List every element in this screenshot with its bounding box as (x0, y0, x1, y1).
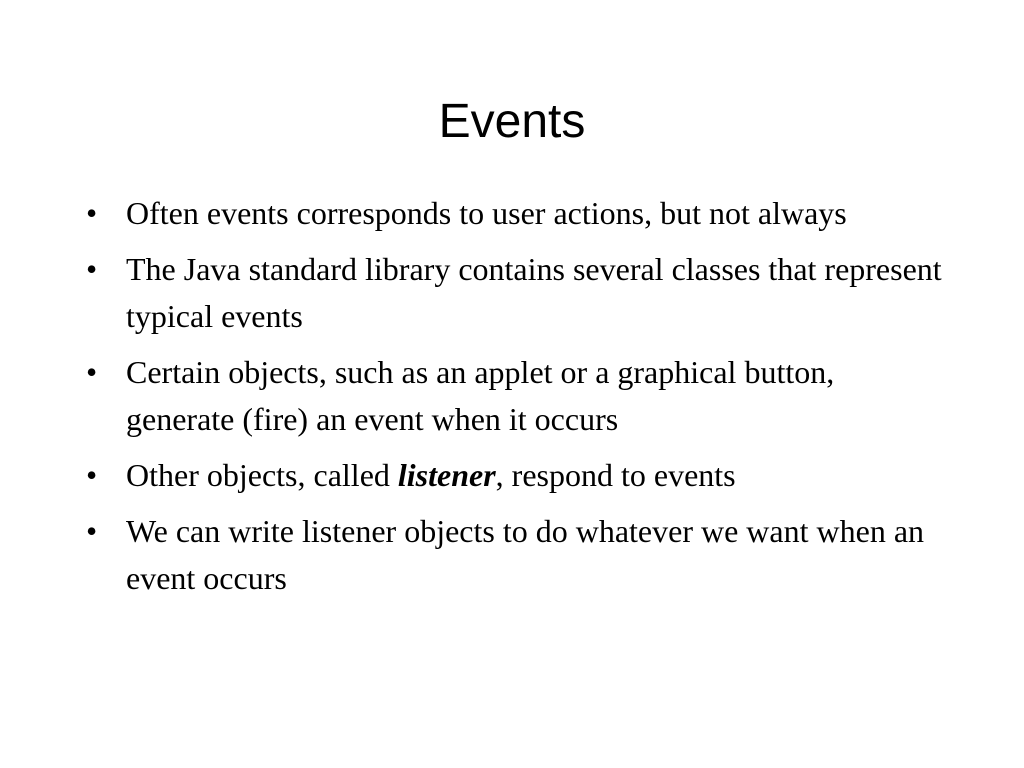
bullet-emphasis: listener (397, 457, 496, 493)
bullet-item (86, 190, 946, 237)
bullet-text: The Java standard library contains several classes that represent typical events (126, 251, 942, 334)
bullet-item (86, 508, 946, 602)
bullet-icon: • (86, 251, 98, 287)
bullet-icon: • (86, 513, 98, 549)
bullet-text: We can write listener objects to do whatever we want when an event occurs (126, 513, 925, 596)
bullet-item (86, 452, 946, 499)
bullet-icon: • (86, 354, 98, 390)
bullet-text: Certain objects, such as an applet or a graphical button, generate (fire) an event when it occurs (126, 354, 835, 437)
bullet-list (86, 190, 946, 611)
bullet-text: Often events corresponds to user actions, but not always (126, 195, 847, 231)
bullet-icon: • (86, 457, 98, 493)
bullet-text-suffix: , respond to events (495, 457, 736, 493)
bullet-item (86, 246, 946, 340)
bullet-item (86, 349, 946, 443)
slide-title: Events (438, 95, 586, 148)
bullet-icon: • (86, 195, 98, 231)
bullet-text-prefix: Other objects, called (126, 457, 398, 493)
